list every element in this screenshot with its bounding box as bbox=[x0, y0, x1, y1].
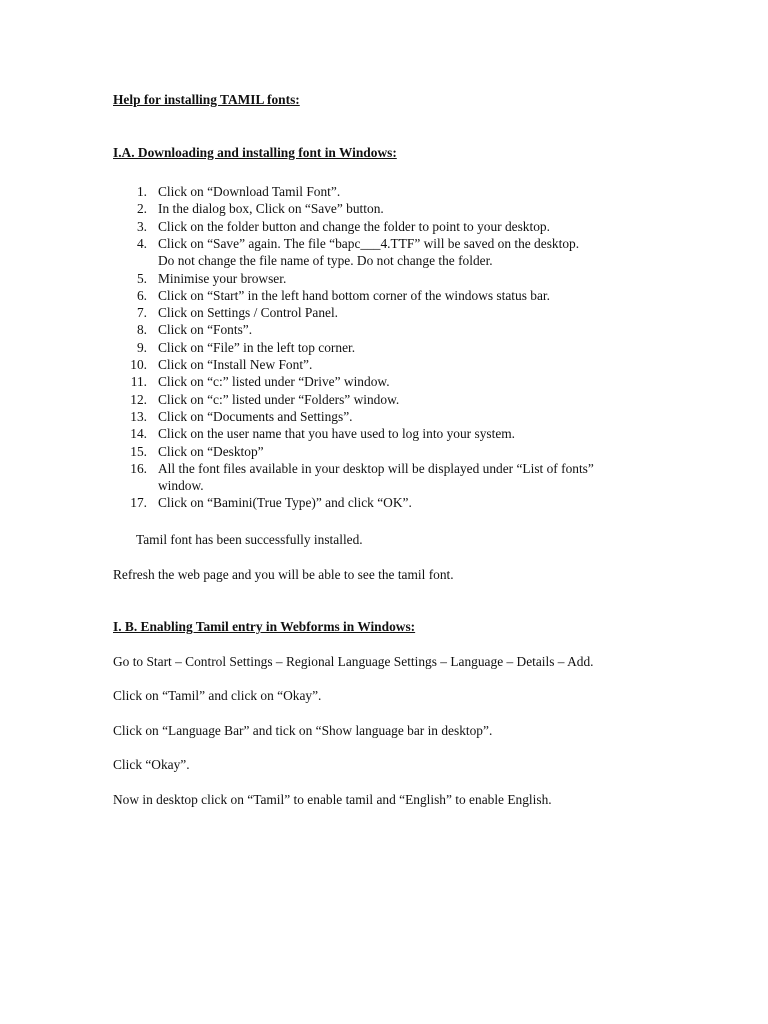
step-number: 6. bbox=[136, 287, 147, 303]
step-number: 4. bbox=[136, 235, 147, 251]
step-number: 10. bbox=[130, 357, 147, 372]
step-number: 17. bbox=[130, 495, 147, 511]
section-a-heading: I.A. Downloading and installing font in Windows: bbox=[113, 145, 397, 160]
step-text: Click on “Save” again. The file “bapc___4.TTF” will be saved on the desktop. bbox=[158, 235, 580, 251]
step-number: 7. bbox=[136, 305, 147, 321]
step-number: 14. bbox=[130, 426, 147, 442]
step-text: Click on the folder button and change the folder to point to your desktop. bbox=[158, 218, 550, 234]
step-text: Click on “Bamini(True Type)” and click “OK”. bbox=[158, 495, 412, 511]
section-b-paragraph: Click on “Tamil” and click on “Okay”. bbox=[113, 688, 322, 703]
step-text: All the font files available in your desktop will be displayed under “List of fonts” bbox=[158, 460, 594, 476]
step-number: 2. bbox=[136, 201, 147, 217]
section-b-heading: I. B. Enabling Tamil entry in Webforms in Windows: bbox=[113, 619, 416, 634]
step-number: 1. bbox=[136, 184, 147, 199]
step-number: 3. bbox=[136, 218, 147, 234]
section-b-paragraph: Click “Okay”. bbox=[113, 757, 190, 772]
step-text: Click on “Documents and Settings”. bbox=[158, 408, 353, 424]
step-number: 11. bbox=[130, 374, 147, 390]
step-number: 8. bbox=[136, 322, 147, 338]
step-text: Click on Settings / Control Panel. bbox=[158, 305, 339, 321]
success-message: Tamil font has been successfully installed. bbox=[136, 532, 363, 547]
step-text: Click on “Fonts”. bbox=[158, 322, 253, 338]
step-text: Click on “Start” in the left hand bottom corner of the windows status bar. bbox=[158, 287, 550, 303]
step-number: 16. bbox=[130, 460, 147, 476]
step-number: 13. bbox=[130, 408, 147, 424]
step-number: 15. bbox=[130, 443, 147, 459]
step-text: Click on “c:” listed under “Folders” window. bbox=[158, 391, 400, 407]
step-text: Do not change the file name of type. Do not change the folder. bbox=[158, 253, 493, 269]
step-number: 9. bbox=[136, 339, 147, 355]
step-text: Click on the user name that you have used to log into your system. bbox=[158, 426, 516, 442]
step-text: window. bbox=[158, 478, 204, 494]
step-number: 12. bbox=[130, 391, 147, 407]
section-b-paragraph: Click on “Language Bar” and tick on “Show language bar in desktop”. bbox=[113, 723, 493, 738]
step-text: Minimise your browser. bbox=[158, 270, 287, 286]
step-text: Click on “Desktop” bbox=[158, 443, 264, 459]
step-text: Click on “Download Tamil Font”. bbox=[158, 184, 341, 199]
step-number: 5. bbox=[136, 270, 147, 286]
section-b-paragraph: Now in desktop click on “Tamil” to enable tamil and “English” to enable English. bbox=[113, 792, 552, 807]
refresh-instruction: Refresh the web page and you will be able to see the tamil font. bbox=[113, 567, 454, 582]
step-text: In the dialog box, Click on “Save” button. bbox=[158, 201, 384, 217]
step-text: Click on “Install New Font”. bbox=[158, 357, 313, 372]
step-text: Click on “File” in the left top corner. bbox=[158, 339, 356, 355]
document-title: Help for installing TAMIL fonts: bbox=[113, 92, 300, 107]
step-text: Click on “c:” listed under “Drive” window. bbox=[158, 374, 390, 390]
section-b-paragraph: Go to Start – Control Settings – Regional Language Settings – Language – Details – Add. bbox=[113, 654, 594, 669]
